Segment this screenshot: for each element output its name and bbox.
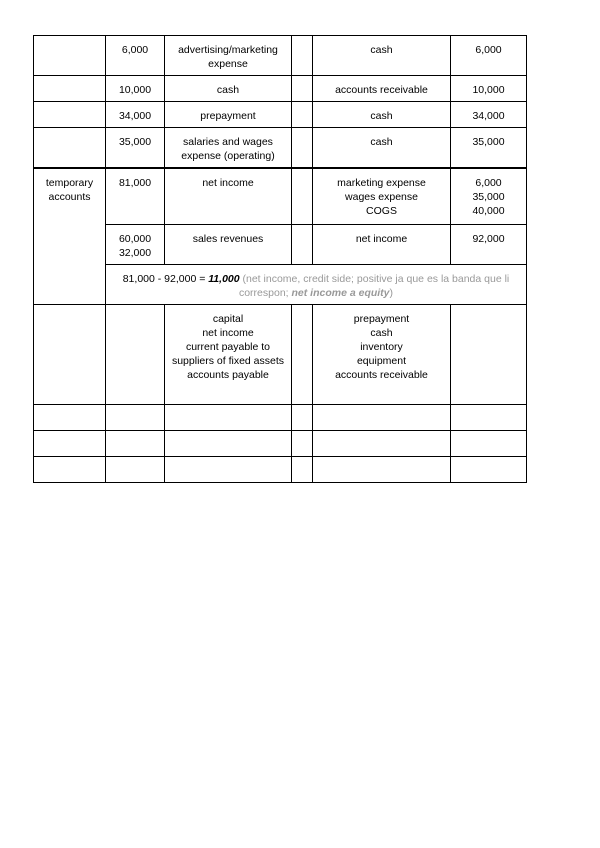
- net-income-comment-end: ): [389, 287, 394, 299]
- empty-cell: [106, 405, 165, 431]
- table-row: [34, 305, 527, 405]
- empty-cell: [451, 457, 527, 483]
- debit-cell: [165, 168, 292, 225]
- empty-cell: [34, 457, 106, 483]
- spacer-cell: [292, 36, 313, 76]
- credit-line: wages expense: [345, 191, 418, 203]
- spacer-cell: [292, 305, 313, 405]
- credit-cell: [313, 305, 451, 405]
- table-row: [34, 76, 527, 102]
- amount-cell: 35,000: [106, 128, 165, 169]
- empty-cell: [313, 431, 451, 457]
- empty-cell: [106, 457, 165, 483]
- credit-amount-cell: [451, 168, 527, 225]
- journal-table: [33, 35, 527, 483]
- spacer-cell: [292, 76, 313, 102]
- category-line: accounts: [48, 191, 91, 203]
- credit-line: prepayment: [353, 313, 410, 325]
- debit-cell: [165, 225, 292, 265]
- table-row: [34, 265, 527, 305]
- table-row: [34, 225, 527, 265]
- empty-cell: [292, 405, 313, 431]
- empty-cell: [451, 431, 527, 457]
- debit-line: advertising/marketing: [178, 44, 278, 56]
- debit-line: expense: [208, 58, 248, 70]
- empty-cell: [451, 405, 527, 431]
- amount-cell: [106, 305, 165, 405]
- credit-cell: [313, 225, 451, 265]
- amount-line: 60,000: [118, 233, 152, 245]
- credit-amount-line: 35,000: [472, 136, 505, 148]
- credit-amount-line: 40,000: [472, 205, 505, 217]
- category-cell: [34, 102, 106, 128]
- credit-amount-line: 92,000: [472, 233, 505, 245]
- debit-line: cash: [216, 84, 240, 96]
- credit-amount-line: 10,000: [472, 84, 505, 96]
- table-row: [34, 405, 527, 431]
- credit-line: marketing expense: [337, 177, 426, 189]
- empty-cell: [106, 431, 165, 457]
- category-cell: [34, 128, 106, 169]
- table-row: [34, 36, 527, 76]
- debit-cell: [165, 36, 292, 76]
- debit-cell: [165, 128, 292, 169]
- net-income-formula: 81,000 - 92,000 =: [122, 273, 209, 285]
- amount-cell: 34,000: [106, 102, 165, 128]
- empty-cell: [313, 457, 451, 483]
- net-income-note-cell: [106, 265, 527, 305]
- category-line: temporary: [45, 177, 94, 189]
- debit-line: prepayment: [200, 110, 256, 122]
- table-row: [34, 457, 527, 483]
- credit-line: net income: [355, 233, 408, 245]
- table-row: [34, 431, 527, 457]
- debit-line: net income: [202, 327, 254, 339]
- debit-line: accounts payable: [187, 369, 269, 381]
- credit-cell: [313, 128, 451, 169]
- debit-cell: [165, 102, 292, 128]
- empty-cell: [165, 405, 292, 431]
- debit-line: salaries and wages: [183, 136, 273, 148]
- empty-cell: [292, 457, 313, 483]
- category-cell: [34, 76, 106, 102]
- credit-line: cash: [370, 44, 393, 56]
- debit-cell: [165, 76, 292, 102]
- credit-line: cash: [370, 327, 393, 339]
- debit-line: net income: [202, 177, 254, 189]
- empty-cell: [165, 457, 292, 483]
- credit-cell: [313, 76, 451, 102]
- empty-cell: [34, 431, 106, 457]
- category-cell: [34, 36, 106, 76]
- amount-cell: [106, 168, 165, 225]
- credit-amount-line: 6,000: [475, 177, 502, 189]
- credit-cell: [313, 102, 451, 128]
- net-income-result: 11,000: [208, 273, 240, 285]
- credit-amount-cell: [451, 128, 527, 169]
- debit-line: expense (operating): [181, 150, 275, 162]
- credit-amount-cell: [451, 102, 527, 128]
- spacer-cell: [292, 128, 313, 169]
- temporary-accounts-cell: [34, 168, 106, 305]
- debit-line: suppliers of fixed assets: [171, 355, 285, 367]
- empty-cell: [34, 405, 106, 431]
- credit-cell: [313, 168, 451, 225]
- table-row: [34, 128, 527, 169]
- spacer-cell: [292, 225, 313, 265]
- amount-cell: 10,000: [106, 76, 165, 102]
- credit-amount-cell: [451, 76, 527, 102]
- net-income-comment-emphasis: net income a equity: [291, 287, 390, 299]
- credit-cell: [313, 36, 451, 76]
- spacer-cell: [292, 168, 313, 225]
- credit-line: inventory: [360, 341, 403, 353]
- debit-line: sales revenues: [192, 233, 264, 245]
- empty-cell: [313, 405, 451, 431]
- debit-cell: [165, 305, 292, 405]
- credit-amount-line: 35,000: [472, 191, 505, 203]
- table-row: [34, 168, 527, 225]
- credit-amount-line: 6,000: [475, 44, 502, 56]
- credit-amount-cell: [451, 36, 527, 76]
- category-cell: [34, 305, 106, 405]
- debit-line: capital: [212, 313, 244, 325]
- credit-amount-cell: [451, 225, 527, 265]
- credit-line: cash: [370, 110, 393, 122]
- amount-line: 81,000: [118, 177, 152, 189]
- table-row: [34, 102, 527, 128]
- debit-line: current payable to: [185, 341, 271, 353]
- credit-line: accounts receivable: [335, 369, 428, 381]
- spacer-cell: [292, 102, 313, 128]
- net-income-comment: (net income, credit side; positive ja que es la banda que li correspon;: [238, 273, 510, 299]
- amount-cell: 6,000: [106, 36, 165, 76]
- credit-line: cash: [370, 136, 393, 148]
- credit-line: equipment: [356, 355, 407, 367]
- credit-line: COGS: [366, 205, 397, 217]
- amount-cell: [106, 225, 165, 265]
- credit-amount-line: 34,000: [472, 110, 505, 122]
- amount-line: 32,000: [118, 247, 152, 259]
- credit-line: accounts receivable: [335, 84, 428, 96]
- empty-cell: [292, 431, 313, 457]
- credit-amount-cell: [451, 305, 527, 405]
- empty-cell: [165, 431, 292, 457]
